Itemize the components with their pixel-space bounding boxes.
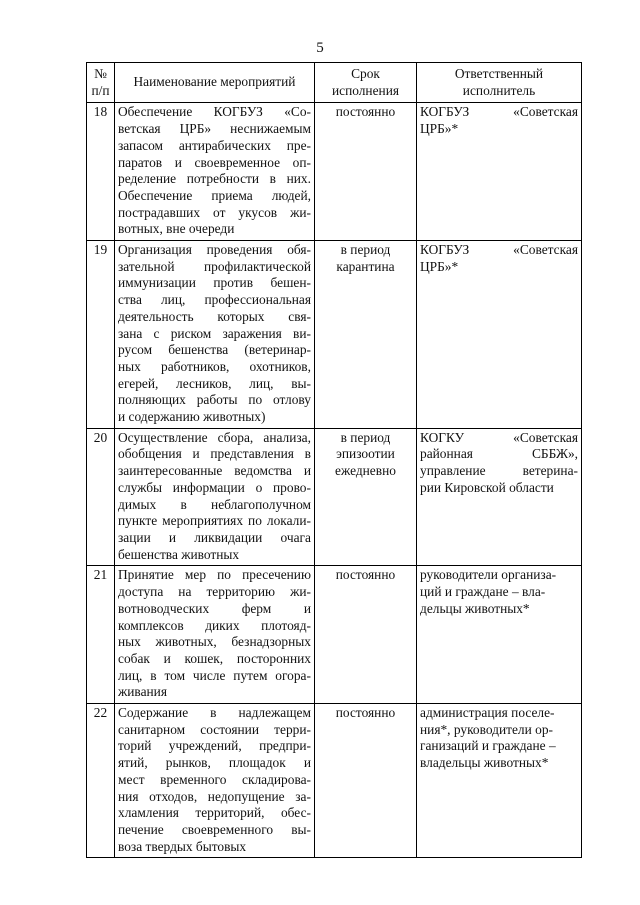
term-cell	[315, 566, 417, 704]
responsible-line	[420, 430, 578, 447]
measure-name-line: ных работников, охотников,	[118, 358, 311, 374]
responsible-word: «Советская	[513, 429, 578, 445]
table-row	[87, 566, 582, 704]
header-term: Срок исполнения	[315, 63, 417, 103]
measure-name-line: пострадавших от укусов жи-	[118, 204, 311, 220]
table-row	[87, 103, 582, 241]
measure-name-line: и содержанию животных)	[118, 409, 266, 425]
measure-name-line: ветская ЦРБ» неснижаемым	[118, 121, 311, 137]
measure-name-line: запасом антирабических пре-	[118, 137, 311, 153]
term-line: постоянно	[335, 705, 396, 721]
responsible-word: КОГКУ	[420, 429, 465, 445]
responsible-line	[420, 446, 578, 463]
measure-name	[115, 241, 315, 429]
measure-name-line: доступа на территорию жи-	[118, 584, 311, 600]
page-number: 5	[316, 40, 324, 56]
term-cell	[315, 241, 417, 429]
responsible-line: владельцы животных*	[420, 755, 549, 771]
measure-name-line: обобщения и представления в	[118, 446, 311, 462]
responsible-cell	[417, 704, 582, 858]
row-number: 18	[87, 103, 115, 241]
responsible-cell	[417, 566, 582, 704]
header-name: Наименование мероприятий	[115, 63, 315, 103]
responsible-line: ганизаций и граждане –	[420, 738, 556, 754]
term-cell	[315, 704, 417, 858]
table-row	[87, 241, 582, 429]
responsible-word: «Советская	[513, 242, 578, 258]
measure-name-line: иммунизации против бешен-	[118, 275, 311, 291]
responsible-cell	[417, 103, 582, 241]
measure-name-line: комплексов диких плотояд-	[118, 617, 311, 633]
term-line: ежедневно	[335, 463, 396, 479]
term-cell	[315, 103, 417, 241]
measure-name	[115, 704, 315, 858]
measure-name-line: ных животных, безнадзорных	[118, 634, 311, 650]
responsible-line	[420, 463, 578, 480]
responsible-cell	[417, 428, 582, 566]
measure-name-line: Организация проведения обя-	[118, 242, 311, 258]
table-row	[87, 704, 582, 858]
measure-name-line: Обеспечение приема людей,	[118, 187, 311, 203]
measure-name-line: бешенства животных	[118, 546, 240, 562]
measure-name	[115, 103, 315, 241]
measure-name-line: димых в неблагополучном	[118, 496, 311, 512]
measure-name-line: печение своевременного вы-	[118, 821, 311, 837]
measure-name-line: торий учреждений, предпри-	[118, 738, 311, 754]
measure-name-line: санитарном состоянии терри-	[118, 721, 311, 737]
responsible-word: «Советская	[513, 104, 578, 120]
measure-name-line: заинтересованные ведомства и	[118, 463, 311, 479]
table-header-row	[87, 63, 582, 103]
responsible-line	[420, 242, 578, 259]
measure-name-line: паратов и своевременное оп-	[118, 154, 311, 170]
measure-name-line: Содержание в надлежащем	[118, 705, 311, 721]
measure-name-line: службы информации о прово-	[118, 479, 311, 495]
responsible-word: КОГБУЗ	[420, 104, 470, 120]
measure-name	[115, 566, 315, 704]
responsible-line	[420, 104, 578, 121]
responsible-cell	[417, 241, 582, 429]
responsible-word: управление	[420, 463, 486, 479]
term-line: в период	[340, 429, 391, 445]
measure-name-line: русом бешенства (ветеринар-	[118, 342, 311, 358]
measure-name-line: мест временного складирова-	[118, 771, 311, 787]
term-line: постоянно	[335, 567, 396, 583]
header-responsible: Ответственный исполнитель	[417, 63, 582, 103]
table-row	[87, 428, 582, 566]
measure-name-line: хламления территорий, обес-	[118, 805, 311, 821]
row-number: 22	[87, 704, 115, 858]
responsible-line: ЦРБ»*	[420, 121, 459, 137]
term-line: в период	[340, 242, 391, 258]
row-number: 20	[87, 428, 115, 566]
measure-name-line: Обеспечение КОГБУЗ «Со-	[118, 104, 311, 120]
measure-name-line: Осуществление сбора, анализа,	[118, 429, 311, 445]
measure-name-line: живания	[118, 684, 167, 700]
responsible-line: руководители организа-	[420, 567, 557, 583]
term-line: постоянно	[335, 104, 396, 120]
measure-name-line: вотных, вне очереди	[118, 221, 235, 237]
responsible-line: рии Кировской области	[420, 479, 554, 495]
responsible-word: СББЖ»,	[531, 446, 578, 462]
row-number: 21	[87, 566, 115, 704]
term-line: карантина	[336, 258, 395, 274]
measure-name-line: зательной профилактической	[118, 258, 311, 274]
measure-name-line: вотноводческих ферм и	[118, 600, 311, 616]
measure-name-line: лиц, в том числе путем огора-	[118, 667, 311, 683]
responsible-word: районная	[420, 446, 473, 462]
measure-name-line: ния отходов, недопущение за-	[118, 788, 311, 804]
responsible-word: КОГБУЗ	[420, 242, 470, 258]
measure-name-line: ства лиц, профессиональная	[118, 292, 311, 308]
measure-name-line: пункте мероприятиях по локали-	[118, 513, 311, 529]
measure-name-line: собак и кошек, посторонних	[118, 650, 311, 666]
row-number: 19	[87, 241, 115, 429]
measure-name-line: воза твердых бытовых	[118, 838, 247, 854]
responsible-line: администрация поселе-	[420, 705, 555, 721]
measure-name-line: ределение потребности в них.	[118, 171, 311, 187]
measure-name-line: полняющих работы по отлову	[118, 392, 311, 408]
measure-name-line: егерей, лесников, лиц, вы-	[118, 375, 311, 391]
measure-name-line: зации и ликвидации очага	[118, 529, 311, 545]
measure-name	[115, 428, 315, 566]
measure-name-line: ятий, рынков, площадок и	[118, 755, 311, 771]
header-num: № п/п	[87, 63, 115, 103]
responsible-line: дельцы животных*	[420, 600, 530, 616]
measure-name-line: Принятие мер по пресечению	[118, 567, 311, 583]
measures-table	[86, 62, 582, 858]
responsible-line: ния*, руководители ор-	[420, 721, 553, 737]
term-cell	[315, 428, 417, 566]
term-line: эпизоотии	[336, 446, 395, 462]
measure-name-line: деятельность которых свя-	[118, 308, 311, 324]
measure-name-line: зана с риском заражения ви-	[118, 325, 311, 341]
responsible-word: ветерина-	[522, 463, 578, 479]
responsible-line: ций и граждане – вла-	[420, 584, 546, 600]
responsible-line: ЦРБ»*	[420, 258, 459, 274]
